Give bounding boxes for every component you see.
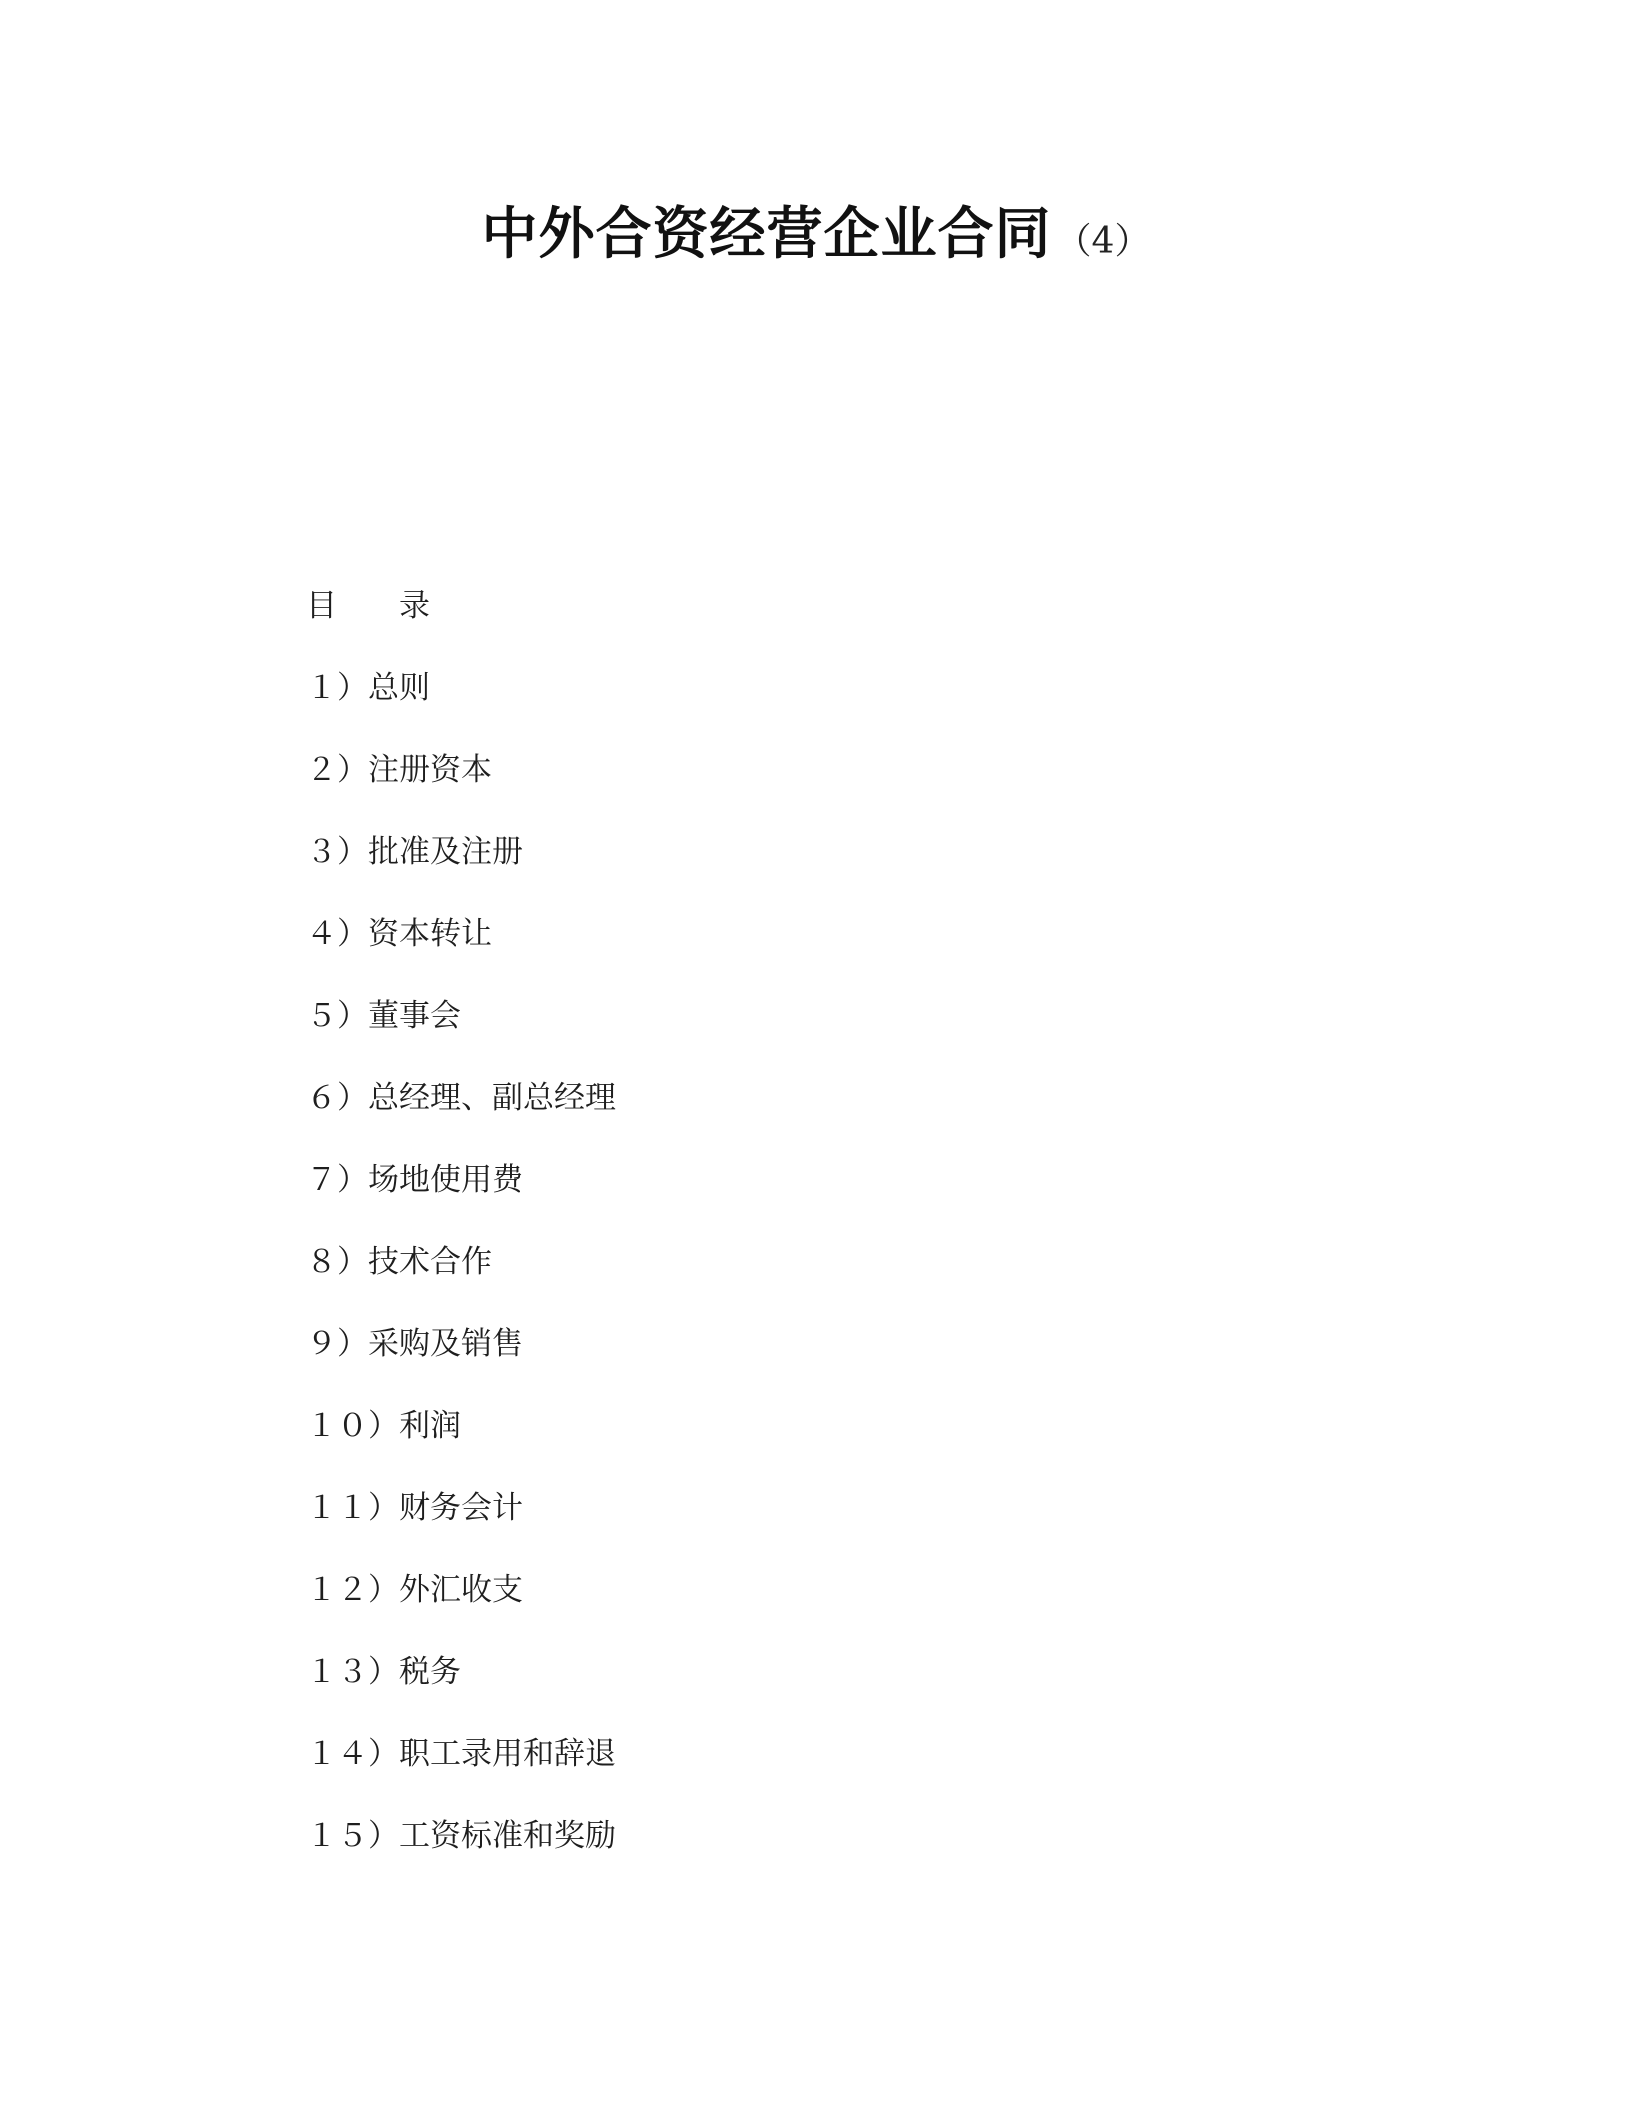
toc-item: １４）职工录用和辞退 xyxy=(306,1736,616,1772)
toc-item: ２）注册资本 xyxy=(306,752,492,788)
toc-item: ７）场地使用费 xyxy=(306,1162,523,1198)
toc-list xyxy=(306,668,1406,1856)
document-title xyxy=(0,190,1632,270)
title-suffix: （4） xyxy=(1055,221,1151,262)
toc-item: １３）税务 xyxy=(306,1654,461,1690)
toc-item: １１）财务会计 xyxy=(306,1490,523,1526)
toc-item: ８）技术合作 xyxy=(306,1244,492,1280)
table-of-contents xyxy=(306,586,1406,1898)
toc-item: １０）利润 xyxy=(306,1408,461,1444)
toc-item: ５）董事会 xyxy=(306,998,461,1034)
toc-item: １５）工资标准和奖励 xyxy=(306,1818,616,1854)
toc-item: １）总则 xyxy=(306,670,430,706)
toc-item: ６）总经理、副总经理 xyxy=(306,1080,616,1116)
toc-heading: 目 录 xyxy=(306,588,430,624)
toc-item: ９）采购及销售 xyxy=(306,1326,523,1362)
toc-item: ３）批准及注册 xyxy=(306,834,523,870)
toc-item: １２）外汇收支 xyxy=(306,1572,523,1608)
title-main: 中外合资经营企业合同 xyxy=(481,202,1052,267)
toc-item: ４）资本转让 xyxy=(306,916,492,952)
